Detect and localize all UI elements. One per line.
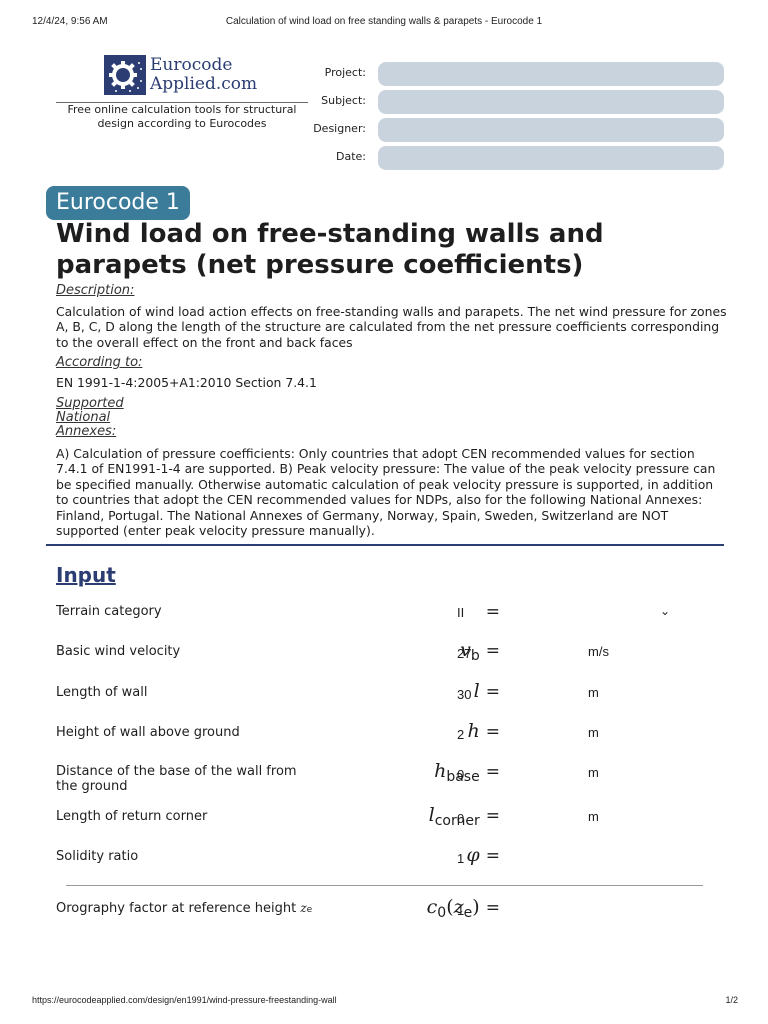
- basic-wind-velocity-input[interactable]: [457, 642, 577, 664]
- h-symbol: h =: [467, 720, 500, 742]
- site-logo[interactable]: [104, 54, 264, 96]
- gear-logo-icon: [104, 55, 146, 95]
- according-to-text: EN 1991-1-4:2005+A1:2010 Section 7.4.1: [56, 375, 317, 390]
- print-timestamp: 12/4/24, 9:56 AM: [32, 16, 108, 27]
- designer-input[interactable]: [378, 118, 724, 142]
- section-divider: [46, 544, 724, 546]
- c0-symbol: $c_0(z_e)$ =: [426, 896, 500, 921]
- annexes-text: A) Calculation of pressure coefficients: Only countries that adopt CEN recommended values for section 7.4.1 of EN1991-1-4 are supported. B) Peak velocity pressure: The value of the peak velocity pressure can be specified manually. Otherwise automatic calculation of peak velocity pressure is supported, in addition to countries that adopt the CEN recommended values for NDPs, also for the following National Annexes: Finland, Portugal. The National Annexes of Germany, Norway, Spain, Sweden, Switzerland are NOT supported (enter peak velocity pressure manually).: [56, 446, 716, 539]
- basic-wind-velocity-label: Basic wind velocity: [56, 644, 181, 659]
- orography-factor-label: Orography factor at reference height ze: [56, 901, 313, 916]
- input-heading: Input: [56, 563, 116, 587]
- terrain-category-symbol: =: [485, 602, 500, 622]
- height-of-wall-label: Height of wall above ground: [56, 725, 240, 740]
- according-to-label: According to:: [56, 355, 143, 370]
- solidity-ratio-input[interactable]: [457, 847, 577, 869]
- project-row: [300, 62, 724, 86]
- tagline: Free online calculation tools for structural design according to Eurocodes: [67, 103, 297, 130]
- return-corner-input[interactable]: [457, 807, 577, 829]
- subject-row: [300, 90, 724, 114]
- date-input[interactable]: [378, 146, 724, 170]
- page-title: Wind load on free-standing walls and parapets (net pressure coefficients): [56, 219, 604, 280]
- annexes-label-line1: Supported: [56, 396, 124, 411]
- terrain-category-select[interactable]: II: [457, 605, 465, 620]
- logo-line2: Applied.com: [150, 74, 258, 94]
- terrain-category-label: Terrain category: [56, 604, 162, 619]
- annexes-label-line3: Annexes:: [56, 424, 117, 439]
- date-row: [300, 146, 724, 170]
- return-corner-unit: m: [588, 809, 599, 824]
- print-page-number: 1/2: [725, 995, 738, 1005]
- project-label: Project:: [324, 66, 366, 79]
- length-of-wall-label: Length of wall: [56, 685, 148, 700]
- lcorner-symbol: $l_{corner}$ =: [428, 804, 500, 829]
- logo-line1: Eurocode: [150, 55, 233, 75]
- description-text: Calculation of wind load action effects on free-standing walls and parapets. The net wind pressure for zones A, B, C, D along the length of the structure are calculated from the net pressure coefficients corresponding to the overall effect on the front and back faces: [56, 304, 727, 350]
- description-label: Description:: [56, 283, 135, 298]
- annexes-label: [56, 397, 124, 439]
- length-of-wall-unit: m: [588, 685, 599, 700]
- designer-label: Designer:: [313, 122, 366, 135]
- length-of-wall-input[interactable]: [457, 683, 577, 705]
- eurocode-badge: Eurocode 1: [46, 186, 190, 220]
- print-page-title: Calculation of wind load on free standing walls & parapets - Eurocode 1: [225, 16, 543, 27]
- vb-symbol: $v_b$ =: [460, 639, 500, 664]
- distance-base-unit: m: [588, 765, 599, 780]
- phi-symbol: φ =: [466, 844, 500, 866]
- height-of-wall-input[interactable]: [457, 723, 577, 745]
- orography-factor-input[interactable]: [457, 899, 577, 921]
- distance-base-label: Distance of the base of the wall from the ground: [56, 764, 297, 794]
- solidity-ratio-label: Solidity ratio: [56, 849, 139, 864]
- print-header: [32, 16, 736, 30]
- chevron-down-icon[interactable]: ⌄: [660, 604, 671, 618]
- return-corner-label: Length of return corner: [56, 809, 208, 824]
- designer-row: [300, 118, 724, 142]
- l-symbol: l =: [473, 680, 500, 702]
- orography-divider: [66, 885, 703, 886]
- hbase-symbol: $h_{base}$ =: [434, 760, 500, 785]
- subject-input[interactable]: [378, 90, 724, 114]
- height-of-wall-unit: m: [588, 725, 599, 740]
- logo-wordmark: [150, 56, 257, 94]
- subject-label: Subject:: [321, 94, 366, 107]
- print-url: https://eurocodeapplied.com/design/en1991/wind-pressure-freestanding-wall: [32, 995, 337, 1005]
- project-input[interactable]: [378, 62, 724, 86]
- date-label: Date:: [336, 150, 366, 163]
- distance-base-input[interactable]: [457, 763, 577, 785]
- annexes-label-line2: National: [56, 410, 111, 425]
- basic-wind-velocity-unit: m/s: [588, 644, 609, 659]
